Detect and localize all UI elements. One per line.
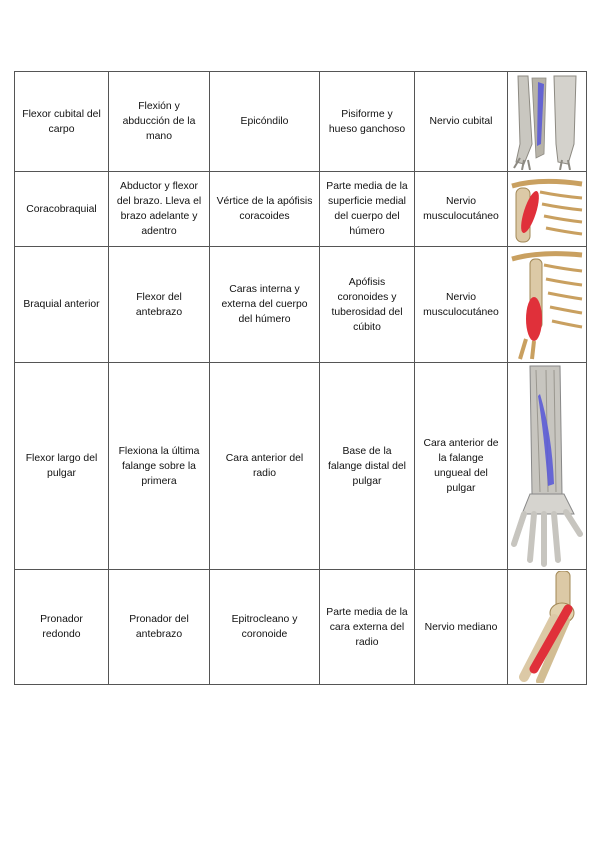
table-row: [15, 363, 587, 570]
nerve-cell: Nervio musculocutáneo: [415, 247, 508, 363]
anatomy-image-cell: [508, 172, 587, 247]
anatomy-image-cell: [508, 72, 587, 172]
nerve-cell: Cara anterior de la falange ungueal del pulgar: [415, 363, 508, 570]
origin-cell: Caras interna y externa del cuerpo del húmero: [210, 247, 320, 363]
nerve-cell: Nervio cubital: [415, 72, 508, 172]
origin-cell: Epitrocleano y coronoide: [210, 570, 320, 685]
insertion-cell: Base de la falange distal del pulgar: [320, 363, 415, 570]
anatomy-image-cell: [508, 363, 587, 570]
table-row: [15, 570, 587, 685]
muscle-name-cell: Flexor cubital del carpo: [15, 72, 109, 172]
action-cell: Pronador del antebrazo: [109, 570, 210, 685]
muscle-name-cell: Braquial anterior: [15, 247, 109, 363]
action-cell: Abductor y flexor del brazo. Lleva el brazo adelante y adentro: [109, 172, 210, 247]
nerve-cell: Nervio musculocutáneo: [415, 172, 508, 247]
muscle-name-cell: Pronador redondo: [15, 570, 109, 685]
shoulder-muscle-image: [510, 174, 584, 244]
elbow-muscle-image: [510, 571, 584, 683]
arm-muscle-image: [510, 249, 584, 361]
action-cell: Flexión y abducción de la mano: [109, 72, 210, 172]
table-row: [15, 72, 587, 172]
origin-cell: Vértice de la apófisis coracoides: [210, 172, 320, 247]
muscle-table: [14, 71, 587, 685]
insertion-cell: Pisiforme y hueso ganchoso: [320, 72, 415, 172]
insertion-cell: Parte media de la superficie medial del cuerpo del húmero: [320, 172, 415, 247]
forearm-hand-muscle-image: [510, 364, 584, 568]
action-cell: Flexiona la última falange sobre la primera: [109, 363, 210, 570]
muscle-name-cell: Coracobraquial: [15, 172, 109, 247]
insertion-cell: Parte media de la cara externa del radio: [320, 570, 415, 685]
anatomy-image-cell: [508, 247, 587, 363]
anatomy-image-cell: [508, 570, 587, 685]
forearm-muscle-image: [510, 74, 584, 170]
muscle-name-cell: Flexor largo del pulgar: [15, 363, 109, 570]
origin-cell: Epicóndilo: [210, 72, 320, 172]
table-row: [15, 247, 587, 363]
table-row: [15, 172, 587, 247]
nerve-cell: Nervio mediano: [415, 570, 508, 685]
origin-cell: Cara anterior del radio: [210, 363, 320, 570]
insertion-cell: Apófisis coronoides y tuberosidad del cúbito: [320, 247, 415, 363]
action-cell: Flexor del antebrazo: [109, 247, 210, 363]
